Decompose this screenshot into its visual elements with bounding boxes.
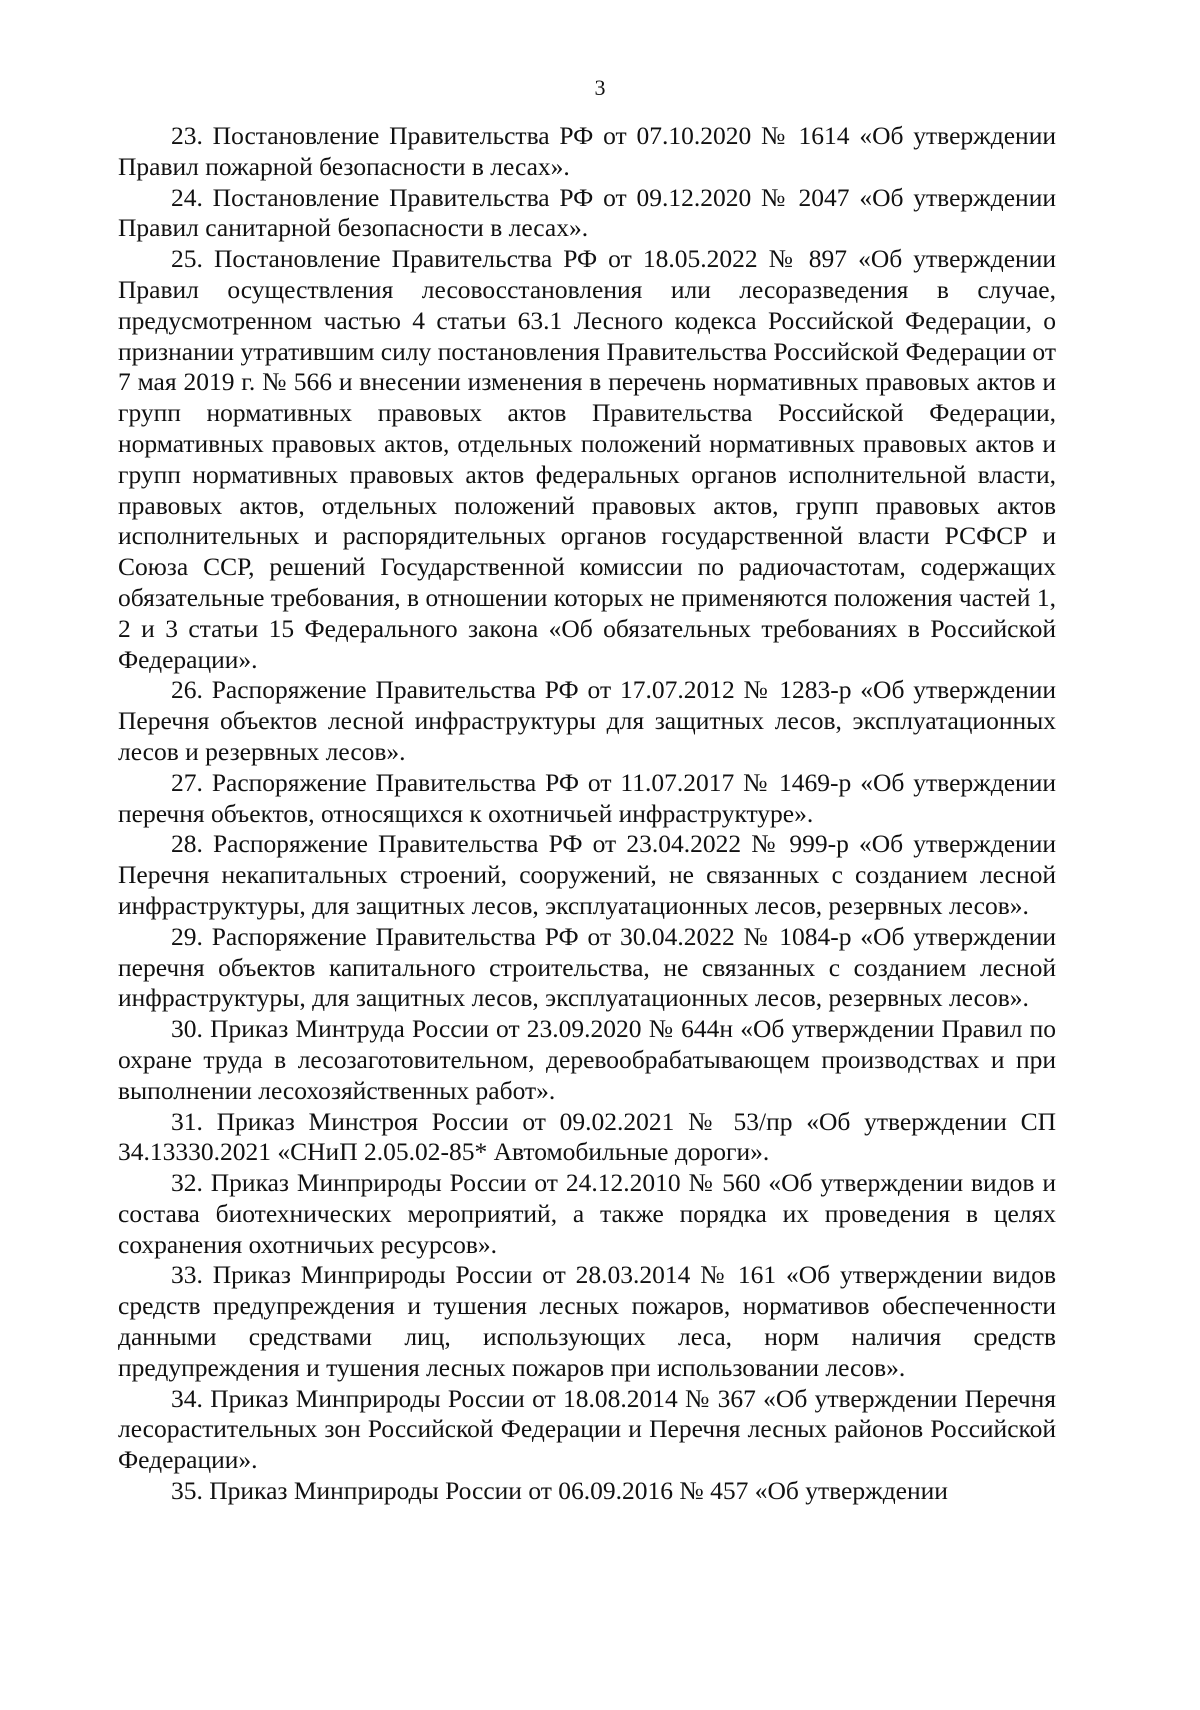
list-item: 35. Приказ Минприроды России от 06.09.2016 № 457 «Об утверждении	[171, 1476, 948, 1506]
list-item: 32. Приказ Минприроды России от 24.12.2010 № 560 «Об утверждении видов и состава биотехнических мероприятий, а также порядка их проведения в целях сохранения охотничьих ресурсов».	[118, 1168, 1056, 1259]
list-item: 34. Приказ Минприроды России от 18.08.2014 № 367 «Об утверждении Перечня лесорастительных зон Российской Федерации и Перечня лесных районов Российской Федерации».	[118, 1383, 1056, 1475]
list-item: 31. Приказ Минстроя России от 09.02.2021 № 53/пр «Об утверждении СП 34.13330.2021 «СНиП 2.05.02-85* Автомобильные дороги».	[118, 1106, 1056, 1167]
document-body	[118, 121, 1056, 1507]
list-item: 28. Распоряжение Правительства РФ от 23.04.2022 № 999-р «Об утверждении Перечня некапитальных строений, сооружений, не связанных с созданием лесной инфраструктуры, для защитных лесов, эксплуатационных лесов, резервных лесов».	[118, 829, 1056, 920]
list-item: 26. Распоряжение Правительства РФ от 17.07.2012 № 1283-р «Об утверждении Перечня объектов лесной инфраструктуры для защитных лесов, эксплуатационных лесов и резервных лесов».	[118, 675, 1056, 766]
list-item: 27. Распоряжение Правительства РФ от 11.07.2017 № 1469-р «Об утверждении перечня объектов, относящихся к охотничьей инфраструктуре».	[118, 767, 1056, 828]
list-item: 33. Приказ Минприроды России от 28.03.2014 № 161 «Об утверждении видов средств предупреждения и тушения лесных пожаров, нормативов обеспеченности данными средствами лиц, использующих леса, норм наличия средств предупреждения и тушения лесных пожаров при использовании лесов».	[118, 1260, 1056, 1382]
list-item: 25. Постановление Правительства РФ от 18.05.2022 № 897 «Об утверждении Правил осуществления лесовосстановления или лесоразведения в случае, предусмотренном частью 4 статьи 63.1 Лесного кодекса Российской Федерации, о признании утратившим силу постановления Правительства Российской Федерации от 7 мая 2019 г. № 566 и внесении изменения в перечень нормативных правовых актов и групп нормативных правовых актов Правительства Российской Федерации, нормативных правовых актов, отдельных положений нормативных правовых актов и групп нормативных правовых актов федеральных органов исполнительной власти, правовых актов, отдельных положений правовых актов, групп правовых актов исполнительных и распорядительных органов государственной власти РСФСР и Союза ССР, решений Государственной комиссии по радиочастотам, содержащих обязательные требования, в отношении которых не применяются положения частей 1, 2 и 3 статьи 15 Федерального закона «Об обязательных требованиях в Российской Федерации».	[118, 244, 1056, 674]
list-item: 30. Приказ Минтруда России от 23.09.2020 № 644н «Об утверждении Правил по охране труда в лесозаготовительном, деревообрабатывающем производствах и при выполнении лесохозяйственных работ».	[118, 1014, 1056, 1105]
list-item: 29. Распоряжение Правительства РФ от 30.04.2022 № 1084-р «Об утверждении перечня объектов капитального строительства, не связанных с созданием лесной инфраструктуры, для защитных лесов, эксплуатационных лесов, резервных лесов».	[118, 921, 1056, 1013]
list-item: 24. Постановление Правительства РФ от 09.12.2020 № 2047 «Об утверждении Правил санитарной безопасности в лесах».	[118, 182, 1056, 243]
list-item: 23. Постановление Правительства РФ от 07.10.2020 № 1614 «Об утверждении Правил пожарной безопасности в лесах».	[118, 121, 1056, 181]
page-number: 3	[594, 75, 606, 100]
